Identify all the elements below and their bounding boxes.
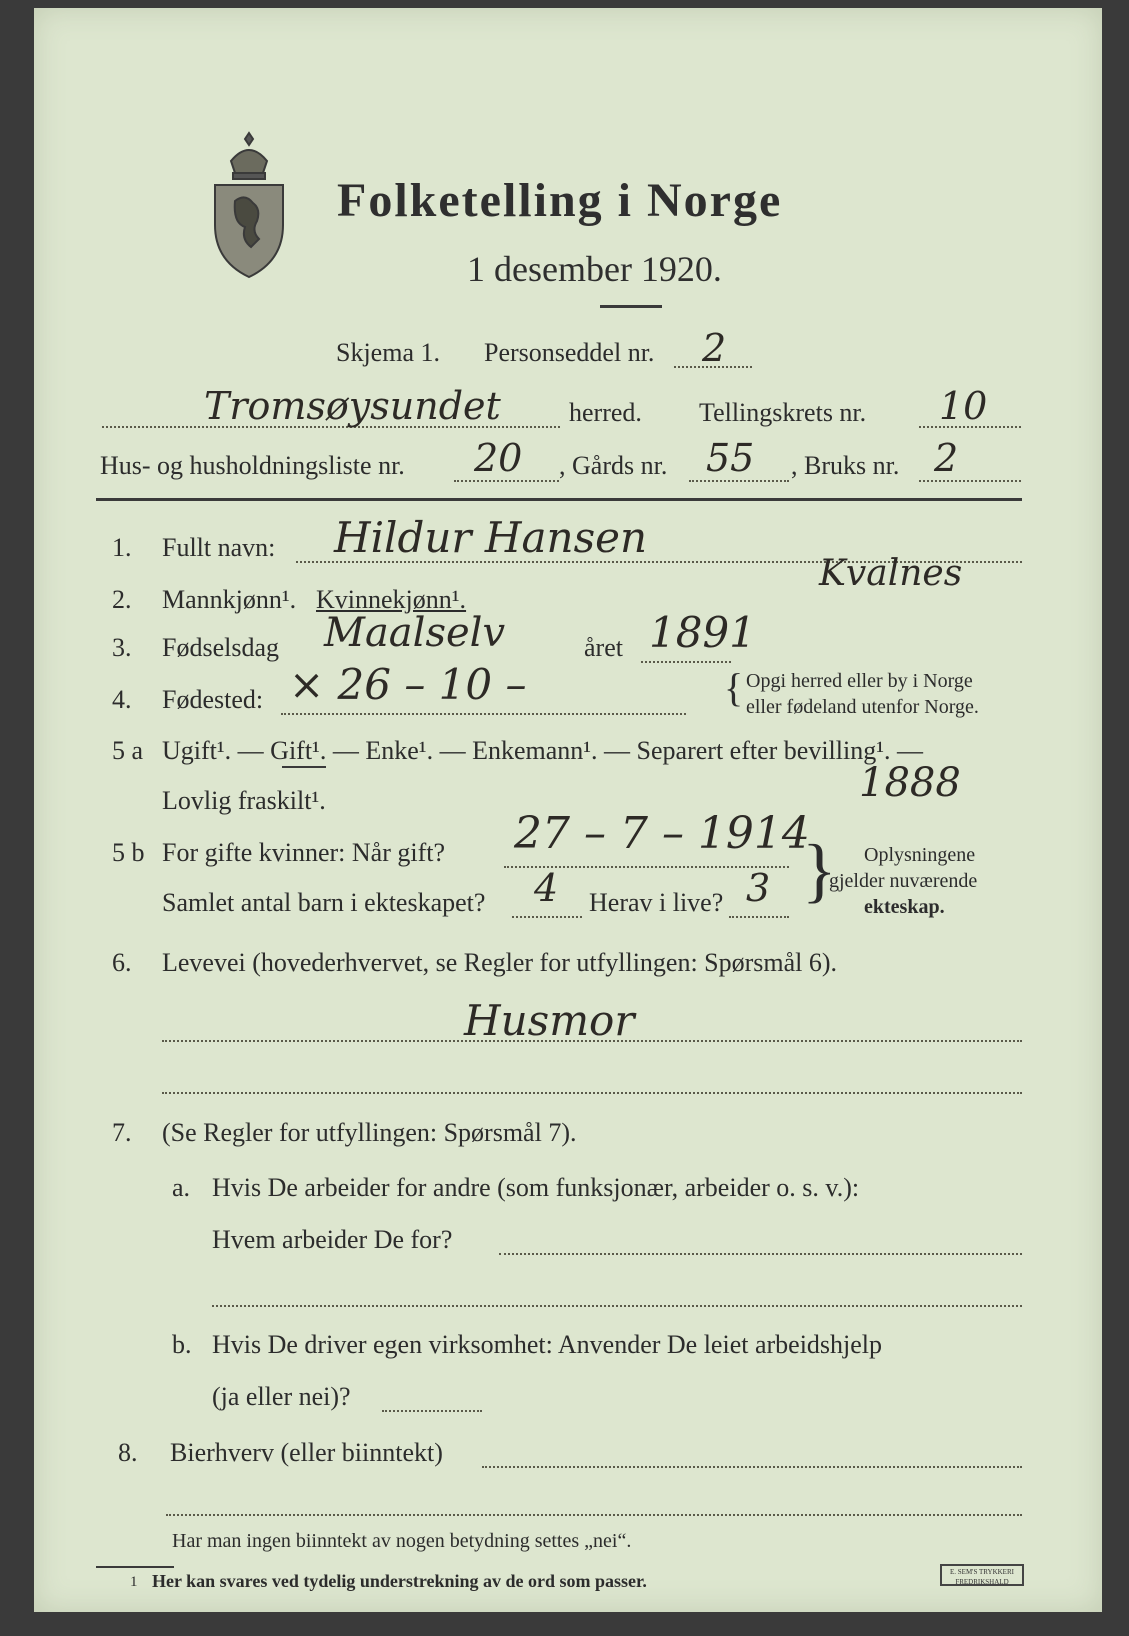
personseddel-value: 2 xyxy=(702,326,727,370)
gards-value: 55 xyxy=(706,436,755,480)
herred-value: Tromsøysundet xyxy=(204,384,501,428)
q4-note-1: Opgi herred eller by i Norge xyxy=(746,670,973,692)
q5b-children-label: Samlet antal barn i ekteskapet? xyxy=(162,888,486,917)
q8-note: Har man ingen biinntekt av nogen betydning settes „nei“. xyxy=(172,1530,632,1552)
q6-number: 6. xyxy=(112,948,132,977)
form-date: 1 desember 1920. xyxy=(467,249,722,289)
q5a-options-2: Lovlig fraskilt¹. xyxy=(162,786,326,815)
q3-number: 3. xyxy=(112,633,132,662)
q7a-text: Hvis De arbeider for andre (som funksjonær, arbeider o. s. v.): xyxy=(212,1173,860,1202)
footnote-text: Her kan svares ved tydelig understrekning av de ord som passer. xyxy=(152,1571,647,1591)
q8-line-1 xyxy=(482,1466,1022,1468)
q7a-line-2 xyxy=(212,1305,1022,1307)
bruks-value: 2 xyxy=(934,436,959,480)
q4-value: × 26 – 10 – xyxy=(289,660,527,709)
bruks-line xyxy=(919,480,1021,482)
q5a-options: Ugift¹. — Gift¹. — Enke¹. — Enkemann¹. — Separert efter bevilling¹. — xyxy=(162,736,924,765)
title-divider xyxy=(600,305,662,308)
gards-label: , Gårds nr. xyxy=(559,451,668,480)
q6-line-2 xyxy=(162,1092,1022,1094)
personseddel-label: Personseddel nr. xyxy=(484,338,655,367)
tellingskrets-value: 10 xyxy=(939,384,988,428)
q4-label: Fødested: xyxy=(162,685,264,714)
q5b-alive-label: Herav i live? xyxy=(589,888,724,917)
q3-year-label: året xyxy=(584,633,623,662)
q8-number: 8. xyxy=(118,1438,138,1467)
form-title: Folketelling i Norge xyxy=(337,174,783,227)
q7b-line xyxy=(382,1410,482,1412)
q5b-alive-value: 3 xyxy=(746,866,771,910)
q5b-children-value: 4 xyxy=(534,866,559,910)
q3-label: Fødselsdag xyxy=(162,633,279,662)
q5a-year-value: 1888 xyxy=(859,760,961,806)
q5b-number: 5 b xyxy=(112,838,145,867)
herred-label: herred. xyxy=(569,398,642,427)
q6-value: Husmor xyxy=(464,996,635,1045)
census-form-page xyxy=(34,8,1102,1612)
q4-brace: { xyxy=(724,665,744,710)
q7b-text: Hvis De driver egen virksomhet: Anvender De leiet arbeidshjelp xyxy=(212,1330,883,1359)
q2-number: 2. xyxy=(112,585,132,614)
q7b-text-2: (ja eller nei)? xyxy=(212,1382,351,1411)
q4-note-2: eller fødeland utenfor Norge. xyxy=(746,696,979,718)
q6-line-1 xyxy=(162,1040,1022,1042)
q7a-number: a. xyxy=(172,1173,191,1202)
q5b-note-3: ekteskap. xyxy=(864,896,945,918)
q2-label-female: Kvinnekjønn¹. xyxy=(316,585,467,614)
q5b-brace: } xyxy=(802,830,837,910)
coat-of-arms-icon xyxy=(209,131,289,286)
q7-label: (Se Regler for utfyllingen: Spørsmål 7). xyxy=(162,1118,577,1147)
q8-label: Bierhverv (eller biinntekt) xyxy=(170,1438,443,1467)
q8-line-2 xyxy=(166,1514,1022,1516)
q3-year-line xyxy=(641,661,731,663)
printer-stamp: E. SEM'S TRYKKERI FREDRIKSHALD xyxy=(940,1564,1024,1586)
q5b-alive-line xyxy=(729,916,789,918)
q5b-note-1: Oplysningene xyxy=(864,844,976,866)
section-divider xyxy=(96,498,1022,501)
q7a-text-2: Hvem arbeider De for? xyxy=(212,1225,453,1254)
q5a-gift-underline xyxy=(282,766,326,768)
q5b-children-line xyxy=(512,916,582,918)
q5b-label: For gifte kvinner: Når gift? xyxy=(162,838,446,867)
footnote-number: 1 xyxy=(130,1574,138,1590)
tellingskrets-label: Tellingskrets nr. xyxy=(699,398,867,427)
skjema-label: Skjema 1. xyxy=(336,338,440,367)
q1-extra-value: Kvalnes xyxy=(819,553,963,594)
q1-number: 1. xyxy=(112,533,132,562)
q2-label-male: Mannkjønn¹. xyxy=(162,585,297,614)
q5a-number: 5 a xyxy=(112,736,144,765)
hus-label: Hus- og husholdningsliste nr. xyxy=(100,451,405,480)
q3-year-value: 1891 xyxy=(649,608,756,657)
q6-label: Levevei (hovederhvervet, se Regler for utfyllingen: Spørsmål 6). xyxy=(162,948,838,977)
q4-line xyxy=(281,713,686,715)
q3-value: Maalselv xyxy=(324,610,506,656)
q5b-note-2: gjelder nuværende xyxy=(829,870,978,892)
hus-value: 20 xyxy=(474,436,523,480)
q1-value: Hildur Hansen xyxy=(334,513,648,562)
hus-line xyxy=(454,480,559,482)
gards-line xyxy=(689,480,789,482)
bruks-label: , Bruks nr. xyxy=(791,451,900,480)
q7b-number: b. xyxy=(172,1330,192,1359)
q5b-value: 27 – 7 – 1914 xyxy=(514,808,810,859)
q7-number: 7. xyxy=(112,1118,132,1147)
q4-number: 4. xyxy=(112,685,132,714)
q1-label: Fullt navn: xyxy=(162,533,276,562)
q7a-line-1 xyxy=(499,1253,1022,1255)
footnote-rule xyxy=(96,1566,174,1568)
